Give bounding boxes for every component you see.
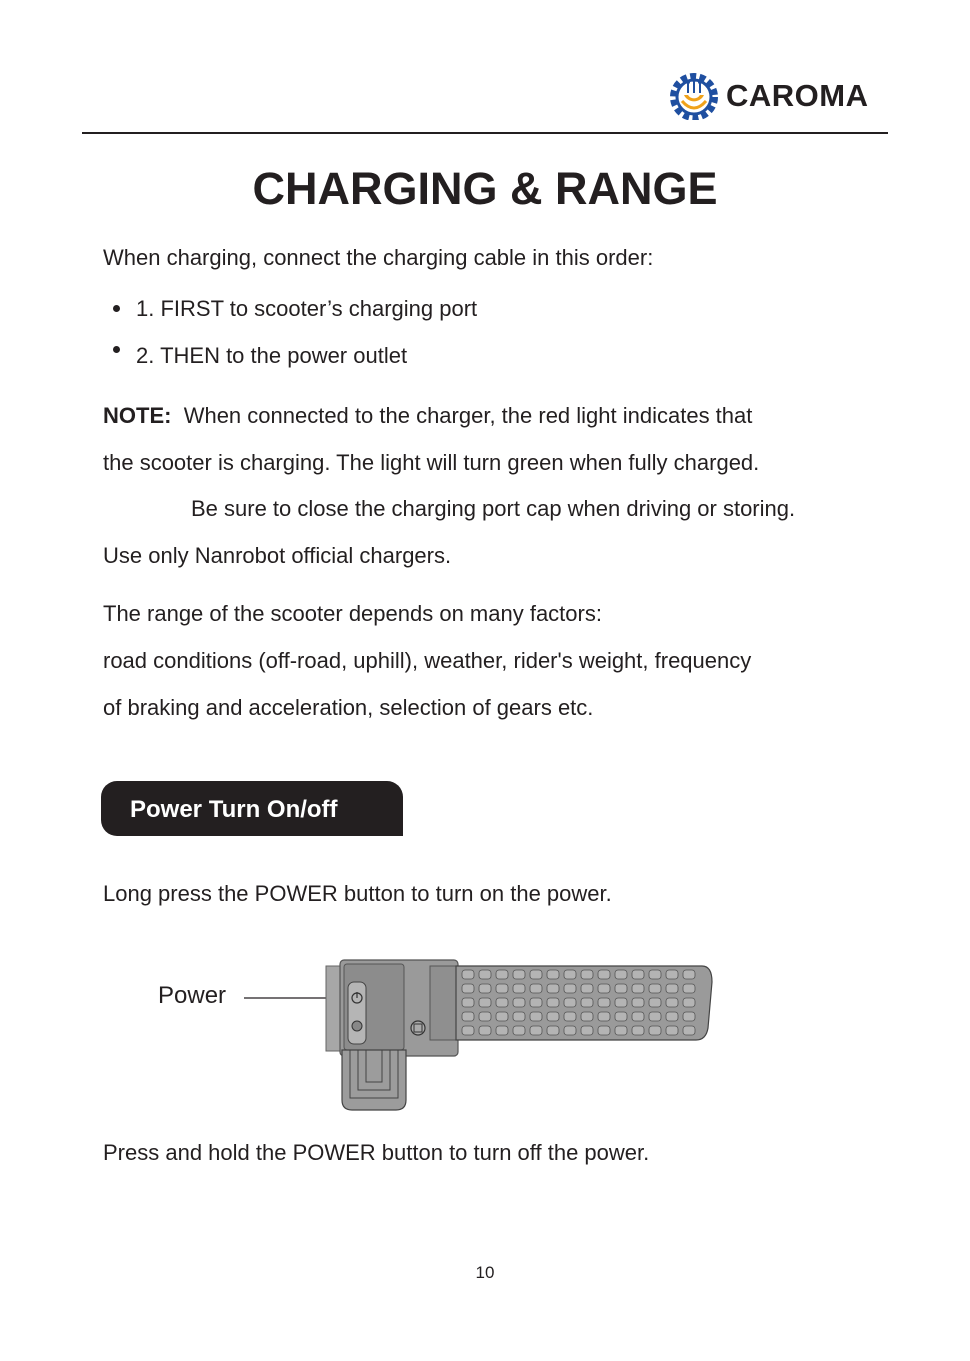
intro-text: When charging, connect the charging cable in this order: [103,245,654,270]
range-line-1: The range of the scooter depends on many factors: [103,601,602,626]
note-label: NOTE: [103,403,172,428]
range-line-3: of braking and acceleration, selection of gears etc. [103,695,594,720]
note-line-2: the scooter is charging. The light will turn green when fully charged. [103,450,760,475]
page-title: CHARGING & RANGE [252,163,718,214]
note-text-1: When connected to the charger, the red light indicates that [183,403,753,428]
note-line-3: Be sure to close the charging port cap when driving or storing. [191,496,796,521]
power-callout-label: Power [158,982,227,1009]
bullet [113,305,120,312]
gear-circuit-logo-icon [668,72,720,120]
range-line-2: road conditions (off-road, uphill), weather, rider's weight, frequency [103,648,752,673]
section-title: Power Turn On/off [130,796,338,823]
power-off-text: Press and hold the POWER button to turn off the power. [103,1140,650,1165]
header-divider [82,132,888,134]
section-header [101,781,403,836]
note-line-4: Use only Nanrobot official chargers. [103,543,452,568]
page-number: 10 [475,1263,495,1282]
power-on-text: Long press the POWER button to turn on the power. [103,881,612,906]
brand-name: CAROMA [726,78,869,113]
brand-logo [668,70,898,120]
step-2: 2. THEN to the power outlet [136,343,408,368]
bullet [113,346,120,353]
handlebar-illustration [240,958,720,1118]
note-line-1 [103,404,752,428]
step-1: 1. FIRST to scooter’s charging port [136,296,478,321]
